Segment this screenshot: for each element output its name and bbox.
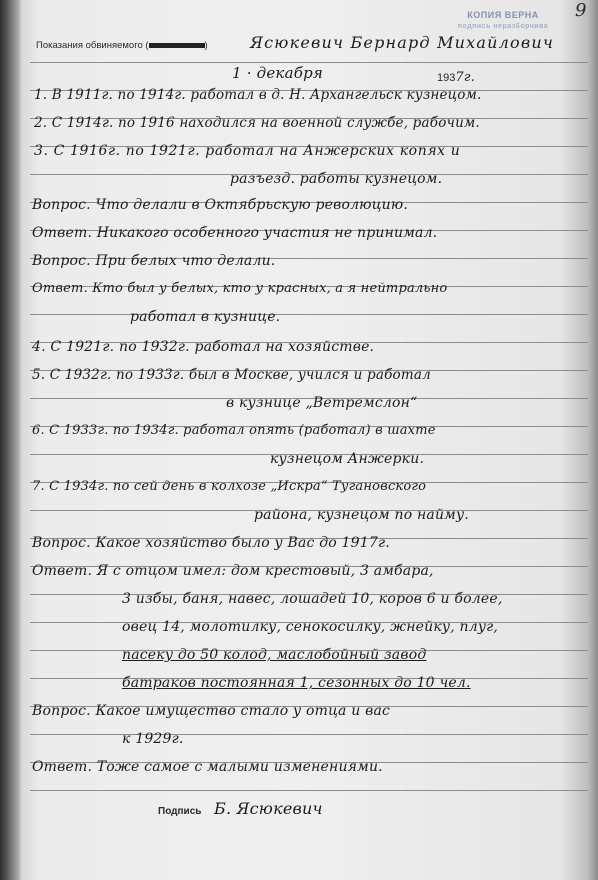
answer-line: Ответ. Кто был у белых, кто у красных, а я нейтрально: [32, 281, 448, 296]
question-line: Вопрос. Какое хозяйство было у Вас до 1917г.: [32, 535, 390, 551]
signature-label: Подпись: [158, 806, 202, 817]
year-field: 1937г.: [437, 70, 475, 85]
record-line: района, кузнецом по найму.: [254, 507, 469, 523]
question-line: Вопрос. При белых что делали.: [32, 253, 276, 269]
ruled-line: [30, 62, 588, 63]
record-line: 7. С 1934г. по сей день в колхозе „Искра“ Тугановского: [32, 479, 427, 494]
record-line: кузнецом Анжерки.: [270, 451, 425, 467]
record-line: в кузнице „Ветремслон“: [226, 395, 418, 411]
form-label: Показания обвиняемого ( ): [36, 40, 208, 51]
defendant-name: Ясюкевич Бернард Михайлович: [250, 33, 555, 52]
record-line: 1. В 1911г. по 1914г. работал в д. Н. Архангельск кузнецом.: [34, 87, 482, 103]
stamp-subtext: подпись неразборчива: [457, 23, 549, 30]
record-line: разъезд. работы кузнецом.: [230, 171, 443, 187]
interrogation-date: 1 · декабря: [232, 64, 324, 82]
question-line: Вопрос. Какое имущество стало у отца и вас: [32, 703, 391, 719]
record-line: 4. С 1921г. по 1932г. работал на хозяйстве.: [32, 339, 375, 355]
question-line: Вопрос. Что делали в Октябрьскую революцию.: [32, 197, 409, 213]
struck-out-word: [149, 43, 205, 48]
paper-shadow-edge: [0, 0, 20, 880]
record-line: 5. С 1932г. по 1933г. был в Москве, учился и работал: [32, 367, 431, 383]
record-line: 6. С 1933г. по 1934г. работал опять (работал) в шахте: [32, 423, 436, 438]
answer-line: Ответ. Никакого особенного участия не принимал.: [32, 225, 438, 241]
answer-line: овец 14, молотилку, сенокосилку, жнейку, плуг,: [122, 619, 499, 635]
record-line: 3. С 1916г. по 1921г. работал на Анжерских копях и: [34, 143, 461, 159]
signature: Б. Ясюкевич: [214, 799, 323, 818]
page-number: 9: [575, 0, 587, 21]
answer-line: работал в кузнице.: [130, 309, 281, 325]
stamp-text: КОПИЯ ВЕРНА: [467, 10, 539, 20]
ruled-line: [30, 734, 588, 735]
answer-line: пасеку до 50 колод, маслобойный завод: [122, 647, 427, 663]
ruled-line: [30, 790, 588, 791]
ruled-line: [30, 314, 588, 315]
answer-line: Ответ. Я с отцом имел: дом крестовый, 3 амбара,: [32, 563, 434, 579]
answer-line: 3 избы, баня, навес, лошадей 10, коров 6 и более,: [122, 591, 503, 607]
record-line: 2. С 1914г. по 1916 находился на военной службе, рабочим.: [34, 115, 480, 131]
answer-line: Ответ. Тоже самое с малыми изменениями.: [32, 759, 383, 775]
answer-line: батраков постоянная 1, сезонных до 10 чел.: [122, 675, 471, 691]
question-line: к 1929г.: [122, 731, 184, 747]
